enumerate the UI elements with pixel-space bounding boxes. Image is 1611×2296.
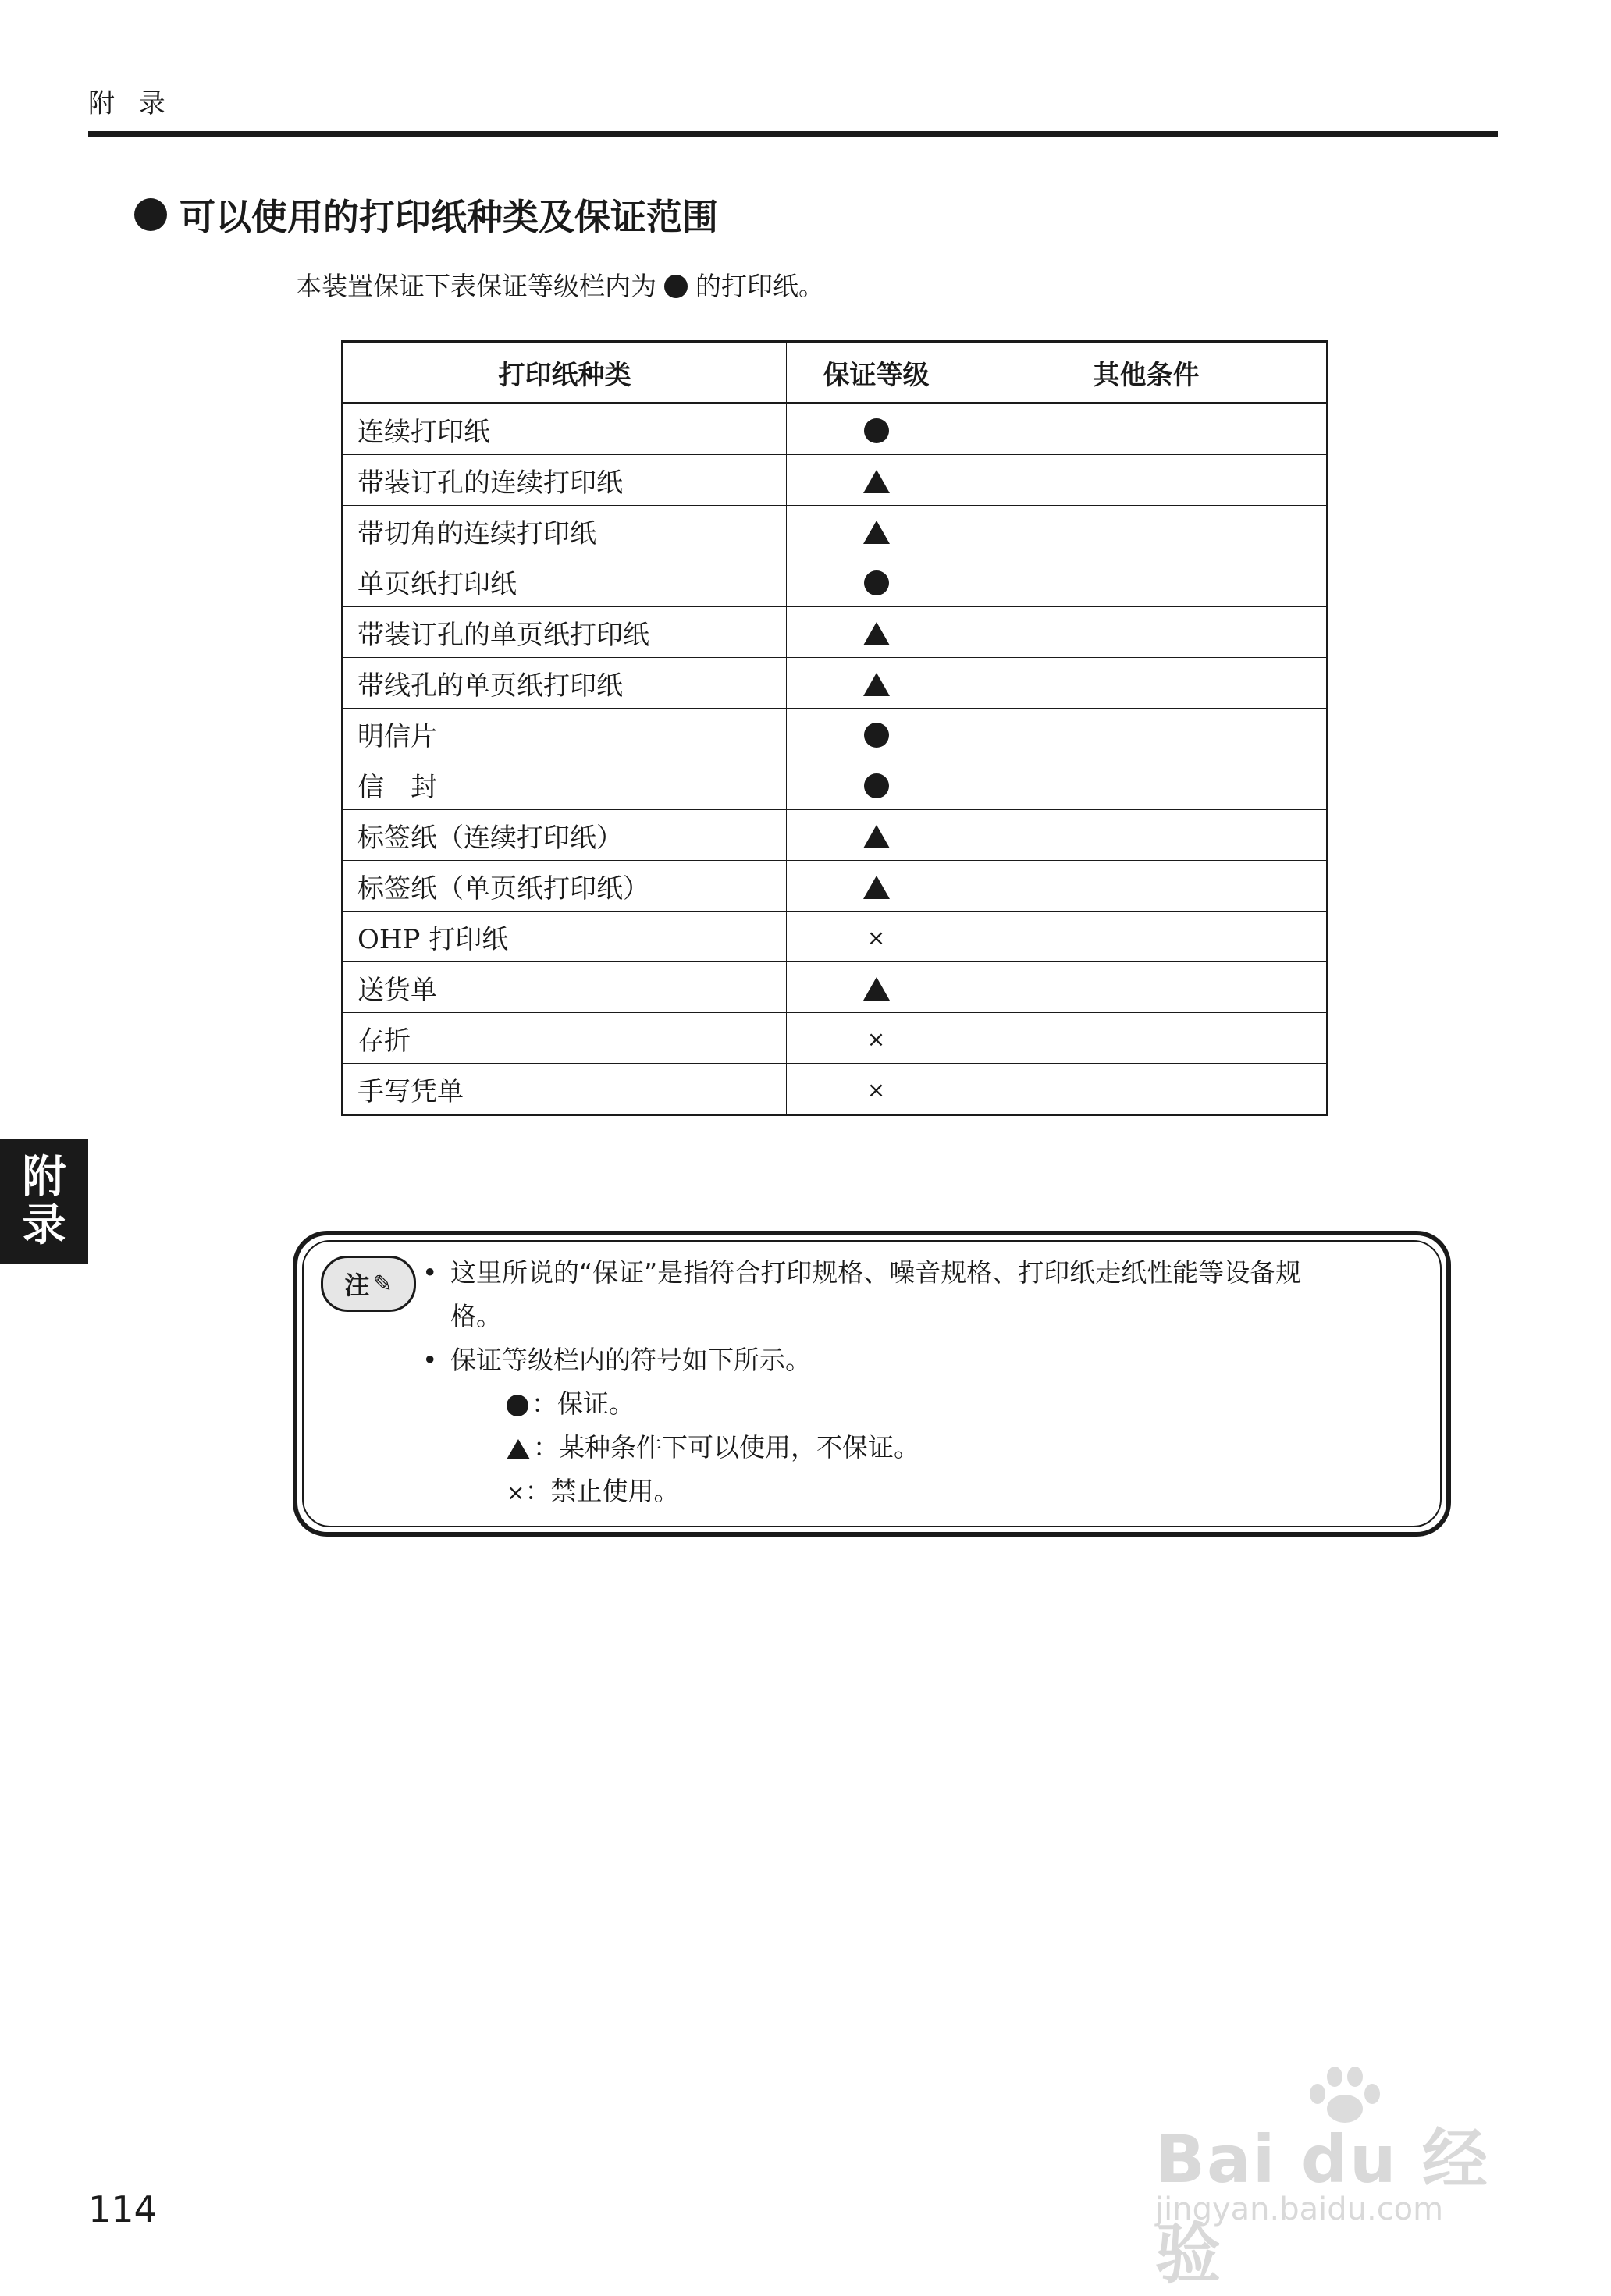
guarantee-grade-cell xyxy=(787,506,966,556)
note-bullet-1-cont: 格。 xyxy=(450,1301,502,1331)
other-conditions-cell xyxy=(966,556,1328,607)
paper-type-cell: 连续打印纸 xyxy=(343,403,787,455)
guarantee-grade-cell xyxy=(787,810,966,861)
circle-symbol-icon xyxy=(664,275,688,298)
cross-symbol-icon: × xyxy=(866,1077,886,1103)
paper-type-cell: 标签纸（单页纸打印纸） xyxy=(343,861,787,912)
guarantee-grade-cell xyxy=(787,455,966,506)
circle-symbol-icon xyxy=(507,1395,528,1416)
legend-cross-text: ：禁止使用。 xyxy=(525,1476,680,1506)
header-other-conditions: 其他条件 xyxy=(966,342,1328,403)
other-conditions-cell xyxy=(966,709,1328,759)
table-row xyxy=(343,810,1328,861)
paper-type-cell: 标签纸（连续打印纸） xyxy=(343,810,787,861)
guarantee-grade-cell xyxy=(787,607,966,658)
paper-type-cell: 带装订孔的单页纸打印纸 xyxy=(343,607,787,658)
watermark-url: jingyan.baidu.com xyxy=(1155,2191,1444,2227)
table-row xyxy=(343,861,1328,912)
circle-symbol-icon xyxy=(864,418,889,443)
other-conditions-cell xyxy=(966,759,1328,810)
header-paper-type: 打印纸种类 xyxy=(343,342,787,403)
paper-type-cell: 带线孔的单页纸打印纸 xyxy=(343,658,787,709)
other-conditions-cell xyxy=(966,1013,1328,1064)
note-text-2: 保证等级栏内的符号如下所示。 xyxy=(450,1345,811,1375)
triangle-symbol-icon xyxy=(863,470,890,493)
note-badge xyxy=(321,1256,416,1312)
paper-type-cell: 单页纸打印纸 xyxy=(343,556,787,607)
running-header: 附 录 xyxy=(88,88,173,119)
note-text-1: 这里所说的“保证”是指符合打印规格、噪音规格、打印纸走纸性能等设备规 xyxy=(450,1257,1302,1288)
table-row xyxy=(343,658,1328,709)
header-rule xyxy=(88,131,1498,137)
other-conditions-cell xyxy=(966,962,1328,1013)
table-row xyxy=(343,1064,1328,1115)
legend-cross xyxy=(422,1470,1431,1513)
other-conditions-cell xyxy=(966,455,1328,506)
paper-type-cell: 送货单 xyxy=(343,962,787,1013)
paper-type-cell: 带装订孔的连续打印纸 xyxy=(343,455,787,506)
triangle-symbol-icon xyxy=(863,876,890,899)
watermark-logo: Bai du 经验 xyxy=(1155,2121,1489,2292)
intro-before: 本装置保证下表保证等级栏内为 xyxy=(296,271,656,301)
guarantee-grade-cell xyxy=(787,861,966,912)
other-conditions-cell xyxy=(966,403,1328,455)
side-tab-char-1: 附 xyxy=(22,1152,66,1203)
guarantee-grade-cell xyxy=(787,658,966,709)
note-badge-label: 注 xyxy=(344,1271,370,1300)
guarantee-grade-cell xyxy=(787,709,966,759)
paper-type-table xyxy=(341,340,1328,1116)
cross-symbol-icon: × xyxy=(866,925,886,951)
header-guarantee-grade: 保证等级 xyxy=(787,342,966,403)
triangle-symbol-icon xyxy=(863,825,890,848)
section-title: 可以使用的打印纸种类及保证范围 xyxy=(180,196,718,238)
circle-symbol-icon xyxy=(864,723,889,748)
note-bullet-2 xyxy=(422,1338,1431,1382)
triangle-symbol-icon xyxy=(507,1439,530,1459)
other-conditions-cell xyxy=(966,861,1328,912)
other-conditions-cell xyxy=(966,607,1328,658)
note-box xyxy=(293,1231,1451,1537)
circle-symbol-icon xyxy=(864,773,889,798)
table-row xyxy=(343,403,1328,455)
table-row xyxy=(343,912,1328,962)
table-body xyxy=(343,403,1328,1115)
legend-circle xyxy=(422,1382,1431,1426)
other-conditions-cell xyxy=(966,912,1328,962)
bullet-dot-icon: • xyxy=(422,1257,438,1288)
intro-after: 的打印纸。 xyxy=(695,271,824,301)
paper-type-cell: 信 封 xyxy=(343,759,787,810)
guarantee-grade-cell xyxy=(787,1064,966,1115)
guarantee-grade-cell xyxy=(787,403,966,455)
paper-type-cell: 存折 xyxy=(343,1013,787,1064)
legend-circle-text: ：保证。 xyxy=(532,1388,635,1419)
table-row xyxy=(343,556,1328,607)
table-row xyxy=(343,455,1328,506)
legend-triangle-text: ：某种条件下可以使用，不保证。 xyxy=(533,1432,919,1463)
table-header-row xyxy=(343,342,1328,403)
table-row xyxy=(343,962,1328,1013)
other-conditions-cell xyxy=(966,506,1328,556)
note-bullet-1 xyxy=(422,1251,1431,1295)
triangle-symbol-icon xyxy=(863,977,890,1001)
page-number: 114 xyxy=(88,2188,157,2230)
appendix-side-tab xyxy=(0,1139,88,1264)
section-heading xyxy=(134,189,718,240)
bullet-dot-icon: • xyxy=(422,1345,438,1375)
cross-symbol-icon: × xyxy=(866,1026,886,1052)
other-conditions-cell xyxy=(966,1064,1328,1115)
guarantee-grade-cell xyxy=(787,1013,966,1064)
intro-text xyxy=(296,266,824,303)
triangle-symbol-icon xyxy=(863,622,890,645)
paper-type-cell: OHP 打印纸 xyxy=(343,912,787,962)
guarantee-grade-cell xyxy=(787,912,966,962)
legend-triangle xyxy=(422,1426,1431,1470)
guarantee-grade-cell xyxy=(787,759,966,810)
guarantee-grade-cell xyxy=(787,556,966,607)
other-conditions-cell xyxy=(966,658,1328,709)
triangle-symbol-icon xyxy=(863,521,890,544)
paper-type-cell: 手写凭单 xyxy=(343,1064,787,1115)
baidu-watermark xyxy=(1155,2060,1530,2292)
paper-type-cell: 带切角的连续打印纸 xyxy=(343,506,787,556)
pencil-icon: ✎ xyxy=(372,1270,393,1298)
guarantee-grade-cell xyxy=(787,962,966,1013)
table-row xyxy=(343,607,1328,658)
triangle-symbol-icon xyxy=(863,673,890,696)
cross-symbol-icon: × xyxy=(507,1480,525,1505)
note-content xyxy=(422,1251,1431,1513)
table-row xyxy=(343,1013,1328,1064)
circle-symbol-icon xyxy=(864,570,889,595)
side-tab-char-2: 录 xyxy=(22,1200,66,1251)
table-row xyxy=(343,709,1328,759)
heading-bullet-icon xyxy=(134,198,167,231)
other-conditions-cell xyxy=(966,810,1328,861)
table-row xyxy=(343,759,1328,810)
table-row xyxy=(343,506,1328,556)
paper-type-cell: 明信片 xyxy=(343,709,787,759)
